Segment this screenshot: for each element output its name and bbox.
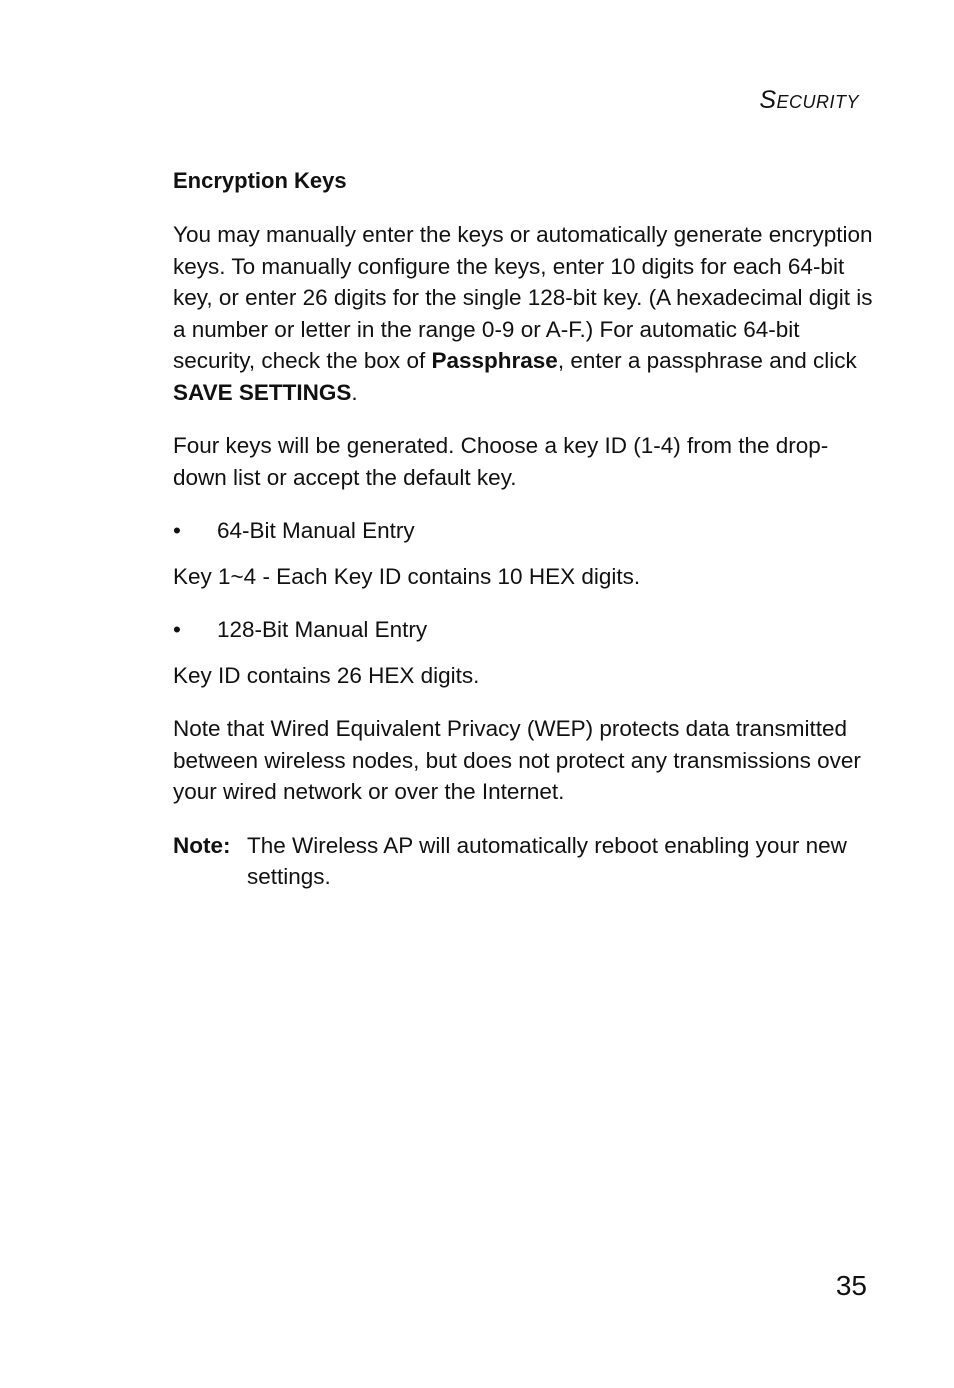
note-text: The Wireless AP will automatically reboot enabling your new settings. bbox=[247, 832, 847, 889]
keys-paragraph: Four keys will be generated. Choose a key ID (1-4) from the drop-down list or accept the default key. bbox=[173, 433, 829, 490]
intro-text-end: . bbox=[351, 379, 358, 405]
wep-paragraph: Note that Wired Equivalent Privacy (WEP) protects data transmitted between wireless nodes, but does not protect any transmissions over your wired network or over the Internet. bbox=[173, 716, 861, 804]
save-settings-term: SAVE SETTINGS bbox=[173, 379, 352, 405]
main-content bbox=[173, 164, 873, 893]
section-heading: Encryption Keys bbox=[173, 168, 347, 193]
bullet-dot-icon: • bbox=[173, 518, 181, 543]
passphrase-term: Passphrase bbox=[431, 348, 558, 373]
bullet-label: 128-Bit Manual Entry bbox=[217, 617, 428, 642]
note-block bbox=[173, 830, 873, 893]
bullet-item-64bit bbox=[173, 515, 873, 547]
intro-text-middle: , enter a passphrase and click bbox=[557, 348, 857, 373]
intro-paragraph bbox=[173, 219, 873, 408]
bullet-item-128bit bbox=[173, 614, 873, 646]
page-number: 35 bbox=[835, 1270, 867, 1301]
bullet-detail: Key 1~4 - Each Key ID contains 10 HEX digits. bbox=[173, 563, 641, 589]
bullet-dot-icon: • bbox=[173, 617, 181, 642]
bullet-detail: Key ID contains 26 HEX digits. bbox=[173, 662, 480, 688]
note-label: Note: bbox=[173, 832, 231, 858]
bullet-label: 64-Bit Manual Entry bbox=[217, 518, 415, 543]
running-header: Security bbox=[759, 86, 859, 114]
intro-text: You may manually enter the keys or automatically generate encryption keys. To manually configure the keys, enter 10 digits for each 64-bit key, or enter 26 digits for the single 128-bit key. (A hexadecimal digit is a number or letter in the range 0-9 or A-F.) For automatic 64-bit security, check the box of bbox=[173, 222, 873, 373]
